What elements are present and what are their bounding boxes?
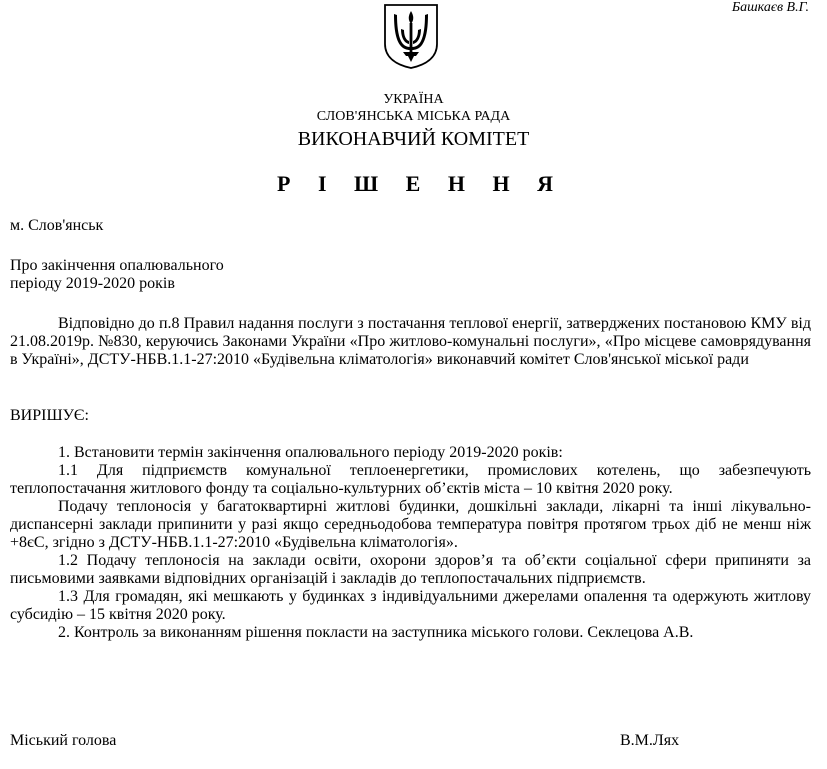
point-1-2: 1.2 Подачу теплоносія на заклади освіти, охорони здоров’я та об’єкти соціальної сфери припиняти за письмовими заявками відповідних організацій і закладів до теплопостачальних підприємств. xyxy=(10,552,811,587)
point-2: 2. Контроль за виконанням рішення покласти на заступника міського голови. Секлецова А.В. xyxy=(58,624,694,641)
committee-name: ВИКОНАВЧИЙ КОМІТЕТ xyxy=(297,128,530,150)
city-location: м. Слов'янськ xyxy=(10,217,104,234)
point-1: 1. Встановити термін закінчення опалювального періоду 2019-2020 років: xyxy=(58,444,563,461)
signatory-name: В.М.Лях xyxy=(620,732,680,749)
document-subject xyxy=(10,257,224,293)
subject-line-2: періоду 2019-2020 років xyxy=(10,275,175,292)
point-1-3: 1.3 Для громадян, які мешкають у будинках з індивідуальними джерелами опалення та одержують житлову субсидію – 15 квітня 2020 року. xyxy=(10,588,811,623)
document-type-title: Р І Ш Е Н Н Я xyxy=(277,171,564,196)
resolve-heading: ВИРІШУЄ: xyxy=(10,407,89,424)
signatory-position: Міський голова xyxy=(10,732,117,749)
trident-coat-of-arms-icon xyxy=(381,2,441,70)
author-note: Башкаєв В.Г. xyxy=(731,0,809,15)
point-1-1-heating-supply: Подачу теплоносія у багатоквартирні житлові будинки, дошкільні заклади, лікарні та інші лікувально-диспансерні заклади припинити у разі якщо середньодобова температура повітря протягом трьох діб не менш ніж +8єС, згідно з ДСТУ-НБВ.1.1-27:2010 «Будівельна кліматологія». xyxy=(10,498,811,551)
preamble-text: Відповідно до п.8 Правил надання послуги з постачання теплової енергії, затверджених постановою КМУ від 21.08.2019р. №830, керуючись Законами України «Про житлово-комунальні послуги», «Про місцеве самоврядування в Україні», ДСТУ-НБВ.1.1-27:2010 «Будівельна кліматологія» виконавчий комітет Слов'янської міської ради xyxy=(10,315,811,368)
point-1-1: 1.1 Для підприємств комунальної теплоенергетики, промислових котелень, що забезпечують теплопостачання житлового фонду та соціально-культурних об’єктів міста – 10 квітня 2020 року. xyxy=(10,462,811,497)
subject-line-1: Про закінчення опалювального xyxy=(10,257,224,274)
country-name: УКРАЇНА xyxy=(383,92,444,107)
preamble-section xyxy=(10,315,811,369)
council-name: СЛОВ'ЯНСЬКА МІСЬКА РАДА xyxy=(316,109,511,124)
resolution-points xyxy=(10,444,811,642)
